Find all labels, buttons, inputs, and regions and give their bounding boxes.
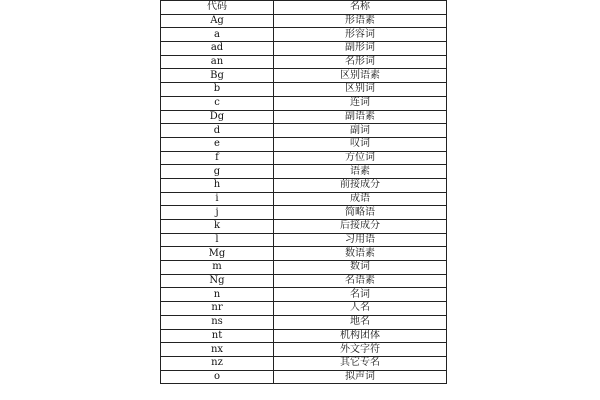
table-row bbox=[161, 96, 447, 110]
cell-name: 其它专名 bbox=[274, 356, 447, 370]
cell-code: Dg bbox=[161, 110, 274, 124]
cell-name: 方位词 bbox=[274, 151, 447, 165]
table-row bbox=[161, 55, 447, 69]
table-row bbox=[161, 151, 447, 165]
table-row bbox=[161, 261, 447, 275]
cell-name: 习用语 bbox=[274, 233, 447, 247]
cell-code: ad bbox=[161, 42, 274, 56]
column-header-code: 代码 bbox=[161, 1, 274, 15]
cell-code: nt bbox=[161, 329, 274, 343]
table-row bbox=[161, 247, 447, 261]
cell-code: nz bbox=[161, 356, 274, 370]
cell-name: 成语 bbox=[274, 192, 447, 206]
cell-name: 机构团体 bbox=[274, 329, 447, 343]
table-row bbox=[161, 233, 447, 247]
table-row bbox=[161, 124, 447, 138]
cell-name: 副词 bbox=[274, 124, 447, 138]
table-row bbox=[161, 220, 447, 234]
cell-name: 后接成分 bbox=[274, 220, 447, 234]
table-row bbox=[161, 329, 447, 343]
cell-name: 连词 bbox=[274, 96, 447, 110]
table-body bbox=[161, 14, 447, 384]
cell-code: nx bbox=[161, 343, 274, 357]
table-row bbox=[161, 206, 447, 220]
table-row bbox=[161, 192, 447, 206]
cell-name: 副形词 bbox=[274, 42, 447, 56]
table-row bbox=[161, 14, 447, 28]
cell-code: j bbox=[161, 206, 274, 220]
cell-code: i bbox=[161, 192, 274, 206]
cell-code: o bbox=[161, 370, 274, 384]
cell-name: 区别词 bbox=[274, 83, 447, 97]
pos-tag-table bbox=[160, 0, 447, 384]
table-row bbox=[161, 178, 447, 192]
table-row bbox=[161, 28, 447, 42]
cell-code: Bg bbox=[161, 69, 274, 83]
table-row bbox=[161, 302, 447, 316]
cell-code: an bbox=[161, 55, 274, 69]
cell-code: m bbox=[161, 261, 274, 275]
cell-name: 形语素 bbox=[274, 14, 447, 28]
table-row bbox=[161, 370, 447, 384]
cell-name: 名语素 bbox=[274, 274, 447, 288]
cell-name: 副语素 bbox=[274, 110, 447, 124]
table-row bbox=[161, 274, 447, 288]
table-row bbox=[161, 315, 447, 329]
column-header-name: 名称 bbox=[274, 1, 447, 15]
table-row bbox=[161, 343, 447, 357]
cell-name: 简略语 bbox=[274, 206, 447, 220]
cell-code: nr bbox=[161, 302, 274, 316]
cell-code: l bbox=[161, 233, 274, 247]
cell-name: 叹词 bbox=[274, 137, 447, 151]
cell-name: 名词 bbox=[274, 288, 447, 302]
cell-code: b bbox=[161, 83, 274, 97]
cell-code: Mg bbox=[161, 247, 274, 261]
cell-name: 区别语素 bbox=[274, 69, 447, 83]
table-row bbox=[161, 137, 447, 151]
table-row bbox=[161, 42, 447, 56]
cell-name: 前接成分 bbox=[274, 178, 447, 192]
cell-code: k bbox=[161, 220, 274, 234]
cell-name: 形容词 bbox=[274, 28, 447, 42]
cell-code: ns bbox=[161, 315, 274, 329]
cell-code: Ag bbox=[161, 14, 274, 28]
cell-code: d bbox=[161, 124, 274, 138]
cell-name: 外文字符 bbox=[274, 343, 447, 357]
cell-code: h bbox=[161, 178, 274, 192]
cell-code: a bbox=[161, 28, 274, 42]
cell-name: 名形词 bbox=[274, 55, 447, 69]
table-row bbox=[161, 110, 447, 124]
cell-name: 人名 bbox=[274, 302, 447, 316]
table-row bbox=[161, 165, 447, 179]
table-row bbox=[161, 83, 447, 97]
cell-name: 地名 bbox=[274, 315, 447, 329]
cell-code: f bbox=[161, 151, 274, 165]
cell-code: e bbox=[161, 137, 274, 151]
table-header-row bbox=[161, 1, 447, 15]
cell-code: g bbox=[161, 165, 274, 179]
cell-name: 拟声词 bbox=[274, 370, 447, 384]
table-row bbox=[161, 288, 447, 302]
cell-name: 数语素 bbox=[274, 247, 447, 261]
cell-code: n bbox=[161, 288, 274, 302]
cell-name: 语素 bbox=[274, 165, 447, 179]
cell-name: 数词 bbox=[274, 261, 447, 275]
cell-code: Ng bbox=[161, 274, 274, 288]
table-row bbox=[161, 356, 447, 370]
cell-code: c bbox=[161, 96, 274, 110]
table-row bbox=[161, 69, 447, 83]
